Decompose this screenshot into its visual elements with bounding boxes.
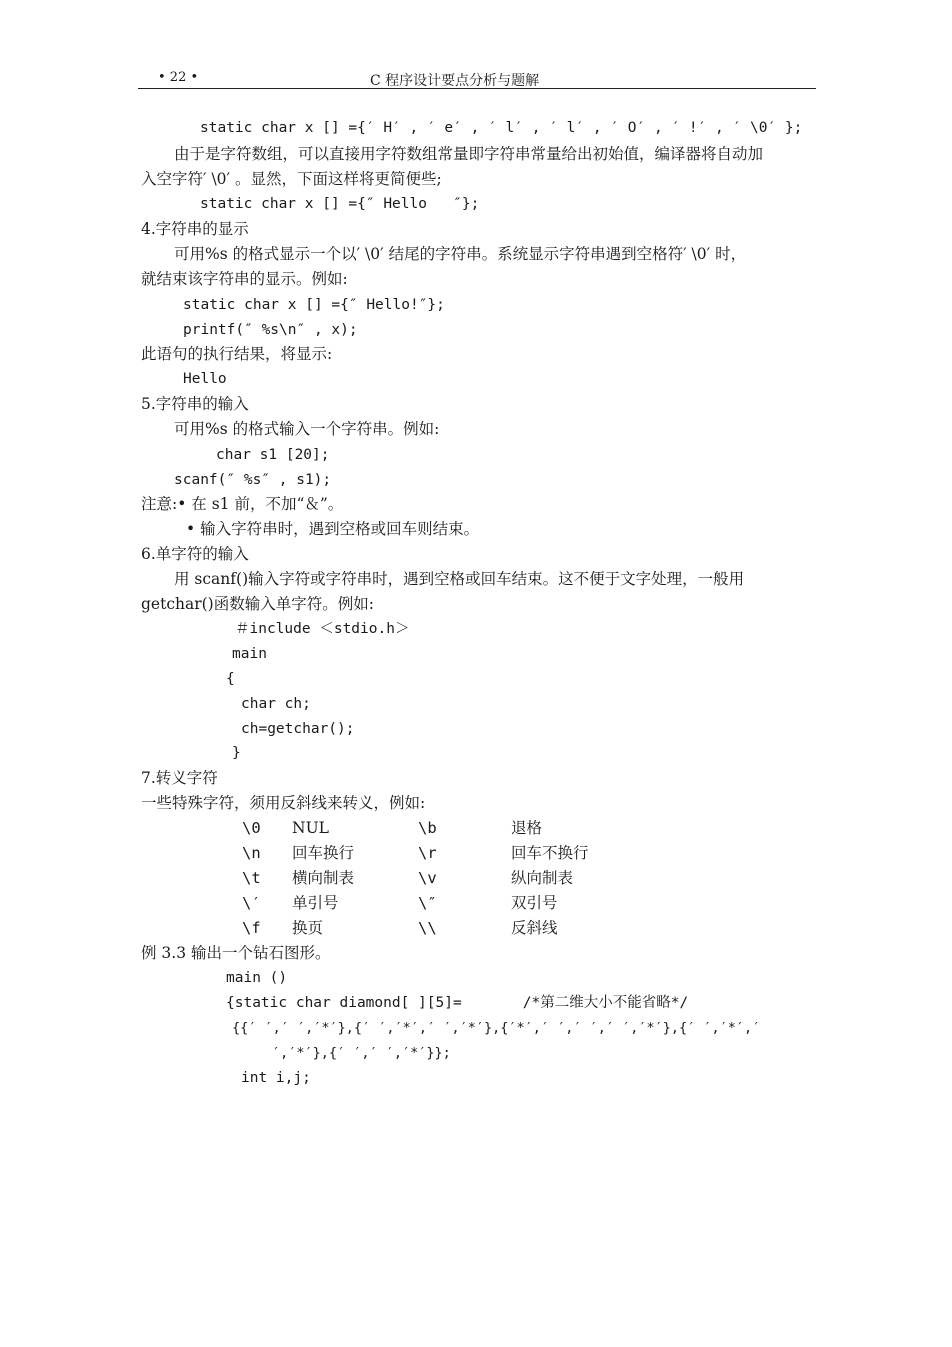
- code-line: Hello: [183, 371, 227, 387]
- code-line: ch=getchar();: [241, 721, 355, 737]
- escape-code: \v: [418, 869, 437, 887]
- code-line: scanf(″ %s″ , s1);: [174, 472, 332, 488]
- paragraph-line: 此语句的执行结果，将显示:: [141, 345, 333, 363]
- page-number: • 22 •: [158, 70, 199, 85]
- escape-code: \b: [418, 819, 437, 837]
- code-line: {: [226, 671, 235, 687]
- escape-desc: 单引号: [292, 894, 339, 912]
- code-line: static char x [] ={″ Hello ″};: [200, 196, 480, 212]
- escape-desc: 退格: [511, 819, 543, 837]
- example-heading: 例 3.3 输出一个钻石图形。: [141, 944, 331, 962]
- code-line: {static char diamond[ ][5]= /*第二维大小不能省略*/: [226, 995, 689, 1011]
- escape-desc: 纵向制表: [511, 869, 574, 887]
- code-line: ′,′*′},{′ ′,′ ′,′*′}};: [272, 1045, 451, 1061]
- paragraph-line: 由于是字符数组，可以直接用字符数组常量即字符串常量给出初始值，编译器将自动加: [174, 145, 764, 163]
- escape-code: \f: [242, 919, 261, 937]
- escape-code: \t: [242, 869, 261, 887]
- escape-desc: 双引号: [511, 894, 558, 912]
- book-title: C 程序设计要点分析与题解: [370, 73, 540, 89]
- code-line: {{′ ′,′ ′,′*′},{′ ′,′*′,′ ′,′*′},{′*′,′ ′,′ ′,′ ′,′*′},{′ ′,′*′,′: [232, 1020, 761, 1036]
- note-line: • 输入字符串时，遇到空格或回车则结束。: [186, 520, 480, 538]
- escape-code: \0: [242, 819, 261, 837]
- escape-desc: 横向制表: [292, 869, 355, 887]
- paragraph-line: 一些特殊字符，须用反斜线来转义，例如:: [141, 794, 426, 812]
- code-line: int i,j;: [241, 1070, 311, 1086]
- code-line: char ch;: [241, 696, 311, 712]
- section-heading: 7.转义字符: [141, 769, 218, 787]
- paragraph-line: 就结束该字符串的显示。例如:: [141, 270, 348, 288]
- paragraph-line: 用 scanf()输入字符或字符串时，遇到空格或回车结束。这不便于文字处理，一般用: [174, 570, 745, 588]
- note-line: 注意:• 在 s1 前，不加“＆”。: [141, 495, 344, 513]
- code-line: }: [232, 745, 241, 761]
- section-heading: 5.字符串的输入: [141, 395, 249, 413]
- escape-code: \\: [418, 919, 437, 937]
- paragraph-line: 可用%s 的格式输入一个字符串。例如:: [174, 420, 440, 438]
- escape-code: \′: [242, 894, 261, 912]
- code-line: ＃include ＜stdio.h＞: [235, 621, 410, 637]
- code-line: char s1 [20];: [216, 447, 330, 463]
- escape-code: \n: [242, 844, 261, 862]
- escape-desc: 反斜线: [511, 919, 558, 937]
- escape-desc: 回车不换行: [511, 844, 589, 862]
- code-line: main (): [226, 970, 288, 986]
- escape-code: \r: [418, 844, 437, 862]
- header-rule: [138, 88, 816, 89]
- escape-desc: 换页: [292, 919, 324, 937]
- section-heading: 6.单字符的输入: [141, 545, 249, 563]
- code-line: static char x [] ={′ H′ , ′ e′ , ′ l′ , ′ l′ , ′ O′ , ′ !′ , ′ \0′ };: [200, 120, 803, 136]
- code-line: static char x [] ={″ Hello!″};: [183, 297, 445, 313]
- section-heading: 4.字符串的显示: [141, 220, 249, 238]
- paragraph-line: 入空字符′ \0′ 。显然，下面这样将更简便些;: [141, 170, 442, 188]
- escape-desc: NUL: [292, 819, 329, 837]
- code-line: main: [232, 646, 267, 662]
- paragraph-line: 可用%s 的格式显示一个以′ \0′ 结尾的字符串。系统显示字符串遇到空格符′ \0′ 时，: [174, 245, 747, 263]
- code-line: printf(″ %s\n″ , x);: [183, 322, 358, 338]
- escape-code: \″: [418, 894, 437, 912]
- escape-desc: 回车换行: [292, 844, 355, 862]
- paragraph-line: getchar()函数输入单字符。例如:: [141, 595, 374, 613]
